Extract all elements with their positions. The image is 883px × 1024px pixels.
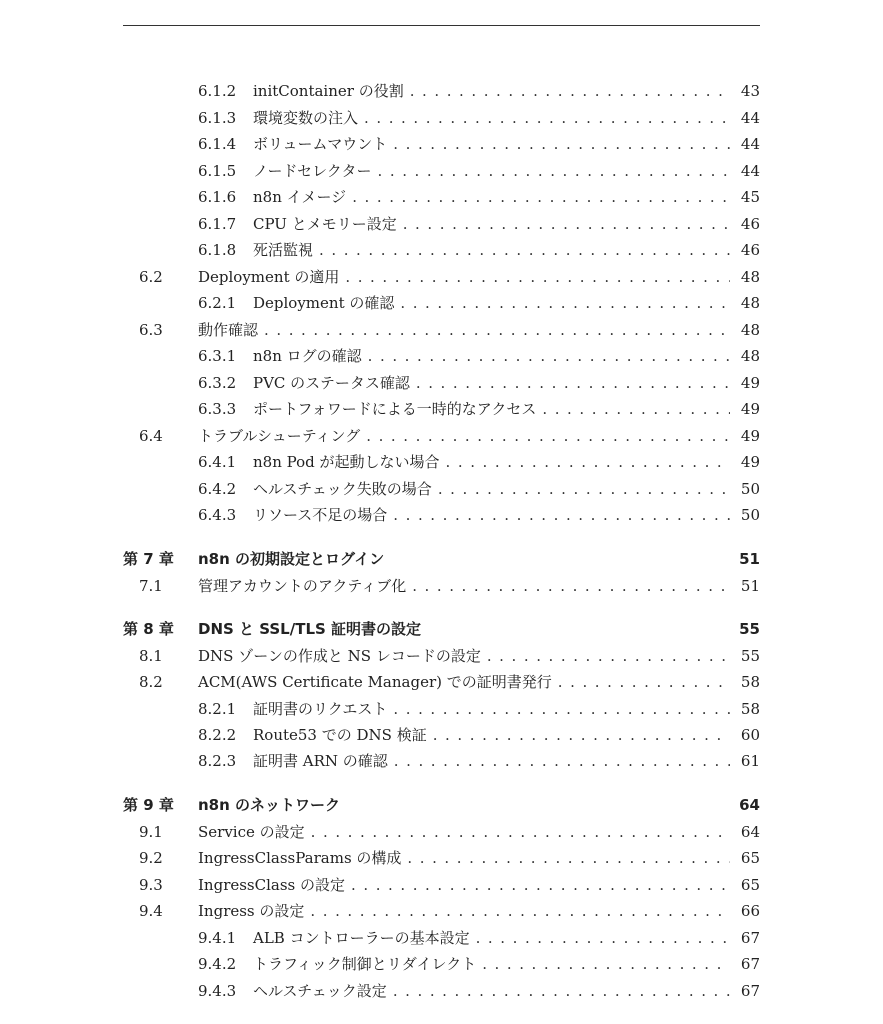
toc-entry-title: 証明書 ARN の確認 — [253, 752, 388, 770]
toc-entry-page: 58 — [740, 673, 760, 691]
toc-entry-page: 51 — [740, 577, 760, 595]
toc-entry-title-line — [253, 926, 760, 950]
toc-entry-number: 6.4 — [139, 427, 163, 445]
toc-entry-number: 8.2.3 — [198, 752, 237, 770]
toc-subsection-entry[interactable] — [123, 371, 760, 395]
toc-entry-title-line — [198, 617, 760, 641]
toc-entry-page: 67 — [740, 955, 760, 973]
toc-dot-leader — [433, 723, 730, 747]
toc-entry-title-line — [253, 185, 760, 209]
toc-dot-leader — [407, 846, 730, 870]
toc-entry-title: トラフィック制御とリダイレクト — [253, 955, 477, 973]
toc-subsection-entry[interactable] — [123, 952, 760, 976]
toc-subsection-entry[interactable] — [123, 132, 760, 156]
toc-entry-page: 55 — [739, 620, 760, 638]
toc-entry-title: n8n ログの確認 — [253, 347, 362, 365]
toc-entry-title: ヘルスチェック設定 — [253, 982, 387, 1000]
toc-entry-number: 9.2 — [139, 849, 163, 867]
toc-entry-page: 48 — [740, 294, 760, 312]
toc-entry-number: 6.1.7 — [198, 215, 237, 233]
toc-subsection-entry[interactable] — [123, 503, 760, 527]
toc-entry-title: IngressClassParams の構成 — [198, 849, 402, 867]
toc-entry-number: 8.2.2 — [198, 726, 237, 744]
toc-dot-leader — [393, 503, 730, 527]
toc-entry-title: DNS と SSL/TLS 証明書の設定 — [198, 620, 422, 638]
toc-entry-title-line — [253, 979, 760, 1003]
toc-entry-title-line — [253, 503, 760, 527]
toc-entry-page: 64 — [739, 796, 760, 814]
toc-entry-number: 9.4.1 — [198, 929, 237, 947]
toc-subsection-entry[interactable] — [123, 185, 760, 209]
toc-subsection-entry[interactable] — [123, 159, 760, 183]
toc-entry-title-line — [198, 820, 760, 844]
toc-entry-number: 9.4.2 — [198, 955, 237, 973]
toc-entry-number: 9.4 — [139, 902, 163, 920]
toc-dot-leader — [345, 265, 730, 289]
toc-entry-title-line — [198, 547, 760, 571]
toc-entry-page: 60 — [740, 726, 760, 744]
toc-dot-leader — [393, 132, 730, 156]
toc-entry-title-line — [198, 424, 760, 448]
toc-entry-title-line — [198, 873, 760, 897]
toc-dot-leader — [410, 79, 730, 103]
toc-entry-title: ボリュームマウント — [253, 135, 388, 153]
toc-subsection-entry[interactable] — [123, 106, 760, 130]
toc-entry-title-line — [198, 793, 760, 817]
toc-section-entry[interactable] — [123, 265, 760, 289]
toc-entry-title: 環境変数の注入 — [253, 109, 359, 127]
toc-entry-page: 51 — [739, 550, 760, 568]
toc-entry-title-line — [198, 265, 760, 289]
toc-subsection-entry[interactable] — [123, 238, 760, 262]
toc-dot-leader — [403, 212, 730, 236]
toc-entry-title-line — [253, 159, 760, 183]
toc-dot-leader — [487, 644, 730, 668]
toc-entry-title: リソース不足の場合 — [253, 506, 388, 524]
toc-entry-number: 6.1.4 — [198, 135, 237, 153]
toc-dot-leader — [378, 159, 730, 183]
toc-entry-number: 8.1 — [139, 647, 163, 665]
toc-entry-title-line — [253, 952, 760, 976]
toc-entry-page: 49 — [740, 400, 760, 418]
toc-entry-title: ALB コントローラーの基本設定 — [253, 929, 470, 947]
toc-dot-leader — [400, 291, 730, 315]
toc-entry-title: 管理アカウントのアクティブ化 — [198, 577, 407, 595]
toc-entry-number: 6.3 — [139, 321, 163, 339]
toc-section-entry[interactable] — [123, 899, 760, 923]
toc-subsection-entry[interactable] — [123, 926, 760, 950]
toc-subsection-entry[interactable] — [123, 344, 760, 368]
toc-entry-title: PVC のステータス確認 — [253, 374, 410, 392]
toc-entry-number: 第 9 章 — [123, 796, 174, 814]
toc-entry-number: 6.3.2 — [198, 374, 237, 392]
toc-entry-title: n8n の初期設定とログイン — [198, 550, 385, 568]
toc-dot-leader — [394, 749, 730, 773]
toc-entry-title: ノードセレクター — [253, 162, 372, 180]
toc-entry-page: 67 — [740, 982, 760, 1000]
toc-entry-title-line — [198, 574, 760, 598]
toc-entry-title-line — [198, 318, 760, 342]
toc-entry-number: 6.4.2 — [198, 480, 237, 498]
toc-entry-title: トラブルシューティング — [198, 427, 361, 445]
toc-chapter-entry[interactable] — [123, 617, 760, 641]
toc-entry-title: ポートフォワードによる一時的なアクセス — [253, 400, 537, 418]
toc-entry-title-line — [253, 371, 760, 395]
toc-entry-title-line — [253, 212, 760, 236]
toc-section-entry[interactable] — [123, 670, 760, 694]
toc-entry-title: ACM(AWS Certificate Manager) での証明書発行 — [198, 673, 552, 691]
toc-dot-leader — [416, 371, 730, 395]
toc-entry-number: 7.1 — [139, 577, 163, 595]
toc-entry-title-line — [253, 450, 760, 474]
toc-entry-page: 50 — [740, 480, 760, 498]
toc-dot-leader — [393, 697, 730, 721]
toc-entry-title: n8n のネットワーク — [198, 796, 341, 814]
toc-entry-page: 44 — [740, 162, 760, 180]
toc-entry-number: 第 7 章 — [123, 550, 174, 568]
toc-entry-title: ヘルスチェック失敗の場合 — [253, 480, 432, 498]
toc-entry-title: Ingress の設定 — [198, 902, 305, 920]
toc-entry-page: 58 — [740, 700, 760, 718]
toc-chapter-entry[interactable] — [123, 547, 760, 571]
toc-entry-page: 44 — [740, 135, 760, 153]
toc-entry-page: 48 — [740, 268, 760, 286]
toc-section-entry[interactable] — [123, 846, 760, 870]
toc-dot-leader — [476, 926, 730, 950]
toc-entry-number: 6.3.1 — [198, 347, 237, 365]
toc-entry-title-line — [253, 697, 760, 721]
toc-entry-title-line — [253, 132, 760, 156]
toc-entry-title: CPU とメモリー設定 — [253, 215, 397, 233]
toc-dot-leader — [364, 106, 730, 130]
toc-section-entry[interactable] — [123, 873, 760, 897]
toc-entry-number: 6.1.6 — [198, 188, 237, 206]
toc-dot-leader — [366, 424, 730, 448]
toc-entry-number: 6.1.5 — [198, 162, 237, 180]
toc-entry-title: Service の設定 — [198, 823, 305, 841]
toc-dot-leader — [412, 574, 730, 598]
toc-entry-page: 45 — [740, 188, 760, 206]
toc-entry-page: 65 — [740, 849, 760, 867]
toc-section-entry[interactable] — [123, 820, 760, 844]
toc-dot-leader — [558, 670, 730, 694]
toc-entry-title: n8n Pod が起動しない場合 — [253, 453, 440, 471]
toc-entry-page: 66 — [740, 902, 760, 920]
toc-dot-leader — [482, 952, 730, 976]
toc-entry-page: 50 — [740, 506, 760, 524]
toc-entry-title-line — [253, 79, 760, 103]
toc-entry-title: DNS ゾーンの作成と NS レコードの設定 — [198, 647, 481, 665]
toc-entry-page: 44 — [740, 109, 760, 127]
toc-entry-number: 8.2 — [139, 673, 163, 691]
toc-entry-title: Deployment の適用 — [198, 268, 340, 286]
toc-entry-title-line — [253, 477, 760, 501]
toc-entry-page: 55 — [740, 647, 760, 665]
toc-entry-number: 6.3.3 — [198, 400, 237, 418]
toc-entry-title: initContainer の役割 — [253, 82, 404, 100]
toc-entry-page: 49 — [740, 427, 760, 445]
toc-subsection-entry[interactable] — [123, 697, 760, 721]
toc-entry-page: 49 — [740, 453, 760, 471]
toc-entry-title-line — [198, 644, 760, 668]
toc-entry-title-line — [198, 670, 760, 694]
toc-entry-title: n8n イメージ — [253, 188, 347, 206]
toc-section-entry[interactable] — [123, 644, 760, 668]
toc-dot-leader — [319, 238, 730, 262]
toc-subsection-entry[interactable] — [123, 749, 760, 773]
toc-entry-page: 43 — [740, 82, 760, 100]
toc-chapter-entry[interactable] — [123, 793, 760, 817]
toc-entry-title-line — [253, 106, 760, 130]
toc-entry-page: 64 — [740, 823, 760, 841]
toc-entry-number: 9.4.3 — [198, 982, 237, 1000]
toc-entry-title-line — [253, 397, 760, 421]
toc-entry-number: 9.1 — [139, 823, 163, 841]
toc-entry-title: 証明書のリクエスト — [253, 700, 388, 718]
toc-entry-number: 6.1.8 — [198, 241, 237, 259]
toc-entry-number: 6.1.2 — [198, 82, 237, 100]
toc-section-entry[interactable] — [123, 424, 760, 448]
toc-entry-page: 67 — [740, 929, 760, 947]
toc-dot-leader — [264, 318, 730, 342]
toc-entry-page: 46 — [740, 241, 760, 259]
toc-section-entry[interactable] — [123, 574, 760, 598]
toc-subsection-entry[interactable] — [123, 397, 760, 421]
toc-entry-title-line — [253, 344, 760, 368]
toc-entry-title: IngressClass の設定 — [198, 876, 346, 894]
toc-entry-title-line — [198, 899, 760, 923]
toc-dot-leader — [310, 899, 730, 923]
toc-entry-title: Route53 での DNS 検証 — [253, 726, 427, 744]
toc-subsection-entry[interactable] — [123, 979, 760, 1003]
toc-entry-number: 第 8 章 — [123, 620, 174, 638]
toc-entry-title: 動作確認 — [198, 321, 259, 339]
toc-dot-leader — [446, 450, 730, 474]
toc-dot-leader — [351, 873, 730, 897]
toc-subsection-entry[interactable] — [123, 450, 760, 474]
toc-dot-leader — [438, 477, 730, 501]
toc-entry-page: 46 — [740, 215, 760, 233]
toc-entry-title-line — [253, 238, 760, 262]
toc-entry-number: 6.1.3 — [198, 109, 237, 127]
toc-dot-leader — [368, 344, 730, 368]
toc-entry-page: 48 — [740, 321, 760, 339]
toc-dot-leader — [393, 979, 730, 1003]
toc-entry-number: 6.2.1 — [198, 294, 237, 312]
toc-entry-title: Deployment の確認 — [253, 294, 395, 312]
toc-section-entry[interactable] — [123, 318, 760, 342]
toc-entry-title-line — [253, 749, 760, 773]
toc-entry-page: 48 — [740, 347, 760, 365]
toc-entry-page: 61 — [740, 752, 760, 770]
toc-dot-leader — [542, 397, 730, 421]
toc-entry-title: 死活監視 — [253, 241, 314, 259]
toc-entry-page: 65 — [740, 876, 760, 894]
toc-entry-title-line — [253, 291, 760, 315]
toc-subsection-entry[interactable] — [123, 79, 760, 103]
toc-subsection-entry[interactable] — [123, 477, 760, 501]
toc-subsection-entry[interactable] — [123, 291, 760, 315]
toc-entry-title-line — [198, 846, 760, 870]
toc-entry-number: 6.2 — [139, 268, 163, 286]
toc-dot-leader — [311, 820, 730, 844]
toc-dot-leader — [352, 185, 730, 209]
toc-entry-page: 49 — [740, 374, 760, 392]
toc-subsection-entry[interactable] — [123, 723, 760, 747]
toc-subsection-entry[interactable] — [123, 212, 760, 236]
toc-entry-number: 9.3 — [139, 876, 163, 894]
toc-entry-title-line — [253, 723, 760, 747]
toc-entry-number: 6.4.3 — [198, 506, 237, 524]
toc-entry-number: 8.2.1 — [198, 700, 237, 718]
toc-entry-number: 6.4.1 — [198, 453, 237, 471]
